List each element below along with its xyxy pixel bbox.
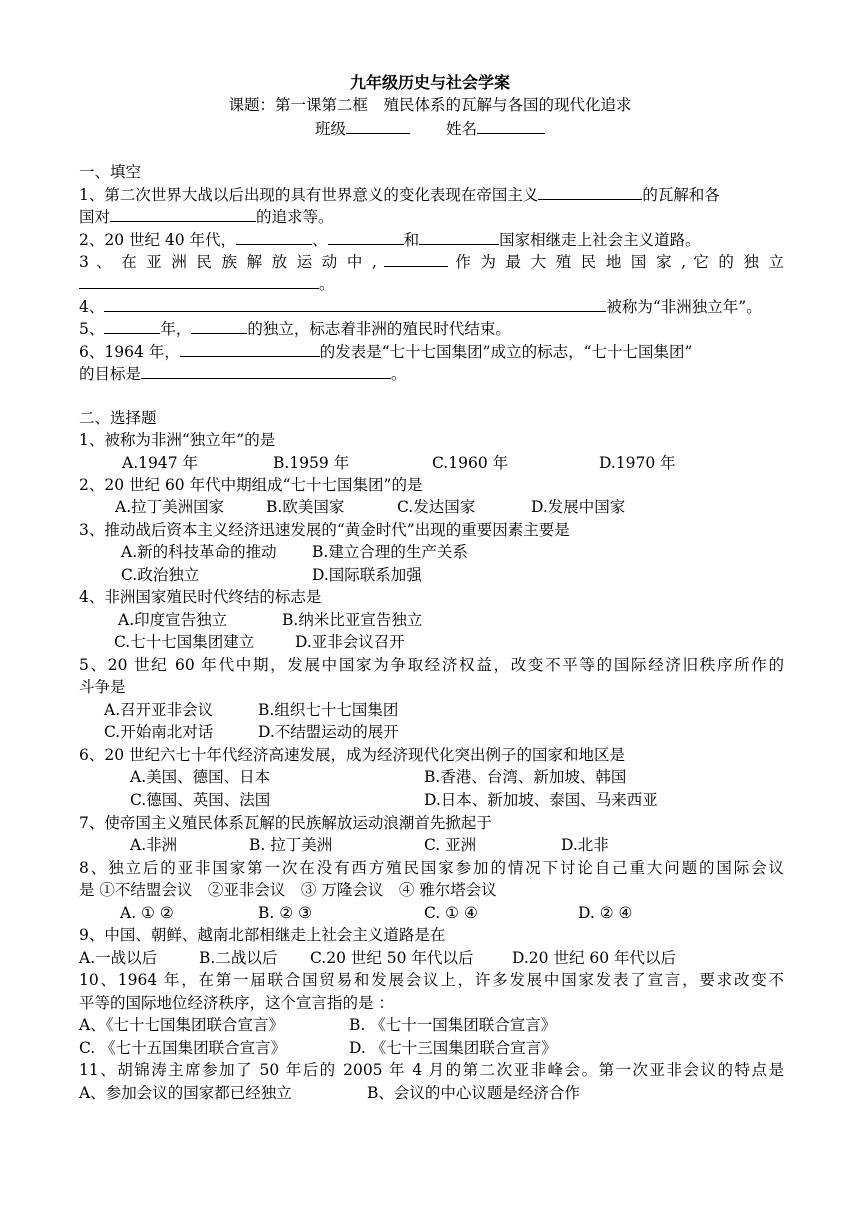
class-blank[interactable] bbox=[346, 118, 410, 134]
mc-q10-option-d[interactable]: D. 《七十三国集团联合宣言》 bbox=[349, 1039, 557, 1057]
mc-q1: 1、被称为非洲“独立年”的是 bbox=[79, 431, 276, 449]
mc-q2-option-d[interactable]: D.发展中国家 bbox=[531, 498, 626, 516]
mc-q3-option-b[interactable]: B.建立合理的生产关系 bbox=[312, 543, 468, 561]
mc-q2: 2、20 世纪 60 年代中期组成“七十七国集团”的是 bbox=[79, 476, 423, 494]
fill-q4-blank[interactable] bbox=[104, 296, 606, 312]
mc-q7-option-b[interactable]: B. 拉丁美洲 bbox=[249, 836, 333, 854]
mc-q8-option-a[interactable]: A. ① ② bbox=[120, 904, 174, 922]
mc-q4-option-b[interactable]: B.纳米比亚宣告独立 bbox=[282, 611, 423, 629]
fill-q1-blank1[interactable] bbox=[538, 184, 642, 200]
mc-q3-option-c[interactable]: C.政治独立 bbox=[121, 566, 200, 584]
mc-q10-option-b[interactable]: B. 《七十一国集团联合宣言》 bbox=[349, 1016, 557, 1034]
mc-q2-option-a[interactable]: A.拉丁美洲国家 bbox=[115, 498, 225, 516]
fill-q6-line1: 6、1964 年， 的发表是“七十七国集团”成立的标志，“七十七国集团” bbox=[79, 343, 693, 361]
mc-q5-line1: 5、20 世纪 60 年代中期，发展中国家为争取经济权益，改变不平等的国际经济旧秩序所作的 bbox=[79, 656, 784, 674]
class-name-line bbox=[0, 117, 860, 139]
mc-q1-option-b[interactable]: B.1959 年 bbox=[273, 454, 350, 472]
mc-q3: 3、推动战后资本主义经济迅速发展的“黄金时代”出现的重要因素主要是 bbox=[79, 521, 570, 539]
name-blank[interactable] bbox=[477, 118, 545, 134]
fill-q5-blank1[interactable] bbox=[104, 318, 160, 334]
mc-q3-option-d[interactable]: D.国际联系加强 bbox=[312, 566, 422, 584]
mc-q1-option-a[interactable]: A.1947 年 bbox=[122, 454, 198, 472]
mc-q7: 7、使帝国主义殖民体系瓦解的民族解放运动浪潮首先掀起于 bbox=[79, 814, 492, 832]
mc-q5-option-a[interactable]: A.召开亚非会议 bbox=[104, 701, 214, 719]
fill-q6-line2: 的目标是 。 bbox=[79, 365, 407, 383]
mc-q8-option-d[interactable]: D. ② ④ bbox=[578, 904, 633, 922]
mc-q2-option-c[interactable]: C.发达国家 bbox=[397, 498, 476, 516]
lesson-subtitle: 课题：第一课第二框 殖民体系的瓦解与各国的现代化追求 bbox=[228, 96, 632, 114]
mc-q10-line2: 平等的国际地位经济秩序，这个宣言指的是 ： bbox=[79, 994, 394, 1012]
mc-q5-option-c[interactable]: C.开始南北对话 bbox=[104, 723, 214, 741]
mc-q9: 9、中国、朝鲜、越南北部相继走上社会主义道路是在 bbox=[79, 926, 446, 944]
section-heading-fill: 一、填空 bbox=[79, 163, 142, 181]
mc-q10-option-c[interactable]: C. 《七十五国集团联合宣言》 bbox=[79, 1039, 287, 1057]
mc-q9-option-a[interactable]: A.一战以后 bbox=[79, 949, 158, 967]
class-label: 班级 bbox=[315, 120, 347, 138]
mc-q5-option-d[interactable]: D.不结盟运动的展开 bbox=[258, 723, 399, 741]
mc-q5-option-b[interactable]: B.组织七十七国集团 bbox=[258, 701, 399, 719]
section-heading-mc: 二、选择题 bbox=[79, 409, 157, 427]
mc-q7-option-c[interactable]: C. 亚洲 bbox=[424, 836, 477, 854]
fill-q3-line2: 。 bbox=[79, 273, 784, 294]
fill-q3-blank1[interactable] bbox=[384, 251, 448, 267]
mc-q6-option-d[interactable]: D.日本、新加坡、泰国、马来西亚 bbox=[424, 791, 658, 809]
mc-q1-option-c[interactable]: C.1960 年 bbox=[432, 454, 509, 472]
fill-q6-blank2[interactable] bbox=[141, 363, 391, 379]
fill-q5: 5、 年， 的独立，标志着非洲的殖民时代结束。 bbox=[79, 320, 511, 338]
mc-q9-option-c[interactable]: C.20 世纪 50 年代以后 bbox=[310, 949, 474, 967]
fill-q4: 4、 被称为“非洲独立年”。 bbox=[79, 298, 762, 316]
mc-q2-option-b[interactable]: B.欧美国家 bbox=[266, 498, 345, 516]
mc-q4-option-c[interactable]: C.七十七国集团建立 bbox=[114, 633, 255, 651]
page-title: 九年级历史与社会学案 bbox=[349, 73, 510, 92]
mc-q7-option-a[interactable]: A.非洲 bbox=[130, 836, 178, 854]
mc-q9-option-d[interactable]: D.20 世纪 60 年代以后 bbox=[512, 949, 677, 967]
mc-q8-option-b[interactable]: B. ② ③ bbox=[258, 904, 312, 922]
mc-q10-option-a[interactable]: A、《七十七国集团联合宣言》 bbox=[79, 1016, 284, 1034]
fill-q6-blank1[interactable] bbox=[180, 341, 320, 357]
mc-q3-option-a[interactable]: A.新的科技革命的推动 bbox=[121, 543, 277, 561]
mc-q6: 6、20 世纪六七十年代经济高速发展，成为经济现代化突出例子的国家和地区是 bbox=[79, 746, 626, 764]
mc-q8-option-c[interactable]: C. ① ④ bbox=[424, 904, 478, 922]
name-label: 姓名 bbox=[445, 120, 477, 138]
fill-q2: 2、20 世纪 40 年代， 、 和 国家相继走上社会主义道路。 bbox=[79, 231, 701, 249]
mc-q8-line1: 8、独立后的亚非国家第一次在没有西方殖民国家参加的情况下讨论自己重大问题的国际会议 bbox=[79, 859, 784, 877]
mc-q6-option-b[interactable]: B.香港、台湾、新加坡、韩国 bbox=[424, 768, 627, 786]
fill-q2-blank2[interactable] bbox=[328, 229, 404, 245]
fill-q2-blank1[interactable] bbox=[236, 229, 312, 245]
mc-q4: 4、非洲国家殖民时代终结的标志是 bbox=[79, 588, 322, 606]
mc-q11-option-a[interactable]: A、参加会议的国家都已经独立 bbox=[79, 1084, 292, 1102]
mc-q5-line2: 斗争是 bbox=[79, 678, 126, 696]
mc-q11-option-b[interactable]: B、会议的中心议题是经济合作 bbox=[367, 1084, 580, 1102]
fill-q2-blank3[interactable] bbox=[419, 229, 499, 245]
mc-q1-option-d[interactable]: D.1970 年 bbox=[599, 454, 676, 472]
mc-q9-option-b[interactable]: B.二战以后 bbox=[199, 949, 278, 967]
fill-q5-blank2[interactable] bbox=[191, 318, 247, 334]
mc-q6-option-c[interactable]: C.德国、英国、法国 bbox=[130, 791, 271, 809]
fill-q3-line1: 3 、 在 亚 洲 民 族 解 放 运 动 中 , 作 为 最 大 殖 民 地 国 家 , 它 的 独 立 bbox=[79, 253, 784, 271]
fill-q1-blank2[interactable] bbox=[110, 206, 256, 222]
mc-q7-option-d[interactable]: D.北非 bbox=[561, 836, 609, 854]
fill-q1-line2: 国对 的追求等。 bbox=[79, 208, 334, 226]
mc-q6-option-a[interactable]: A.美国、德国、日本 bbox=[130, 768, 271, 786]
mc-q4-option-d[interactable]: D.亚非会议召开 bbox=[295, 633, 405, 651]
mc-q11: 11、胡锦涛主席参加了 50 年后的 2005 年 4 月的第二次亚非峰会。第一次亚非会议的特点是 bbox=[79, 1061, 784, 1079]
fill-q1-line1: 1、第二次世界大战以后出现的具有世界意义的变化表现在帝国主义 的瓦解和各 bbox=[79, 186, 720, 204]
mc-q8-line2: 是 ①不结盟会议 ②亚非会议 ③ 万隆会议 ④ 雅尔塔会议 bbox=[79, 881, 497, 899]
fill-q3-blank2[interactable] bbox=[79, 273, 319, 289]
mc-q4-option-a[interactable]: A.印度宣告独立 bbox=[118, 611, 228, 629]
mc-q10-line1: 10、1964 年，在第一届联合国贸易和发展会议上，许多发展中国家发表了宣言，要求改变不 bbox=[79, 971, 784, 989]
